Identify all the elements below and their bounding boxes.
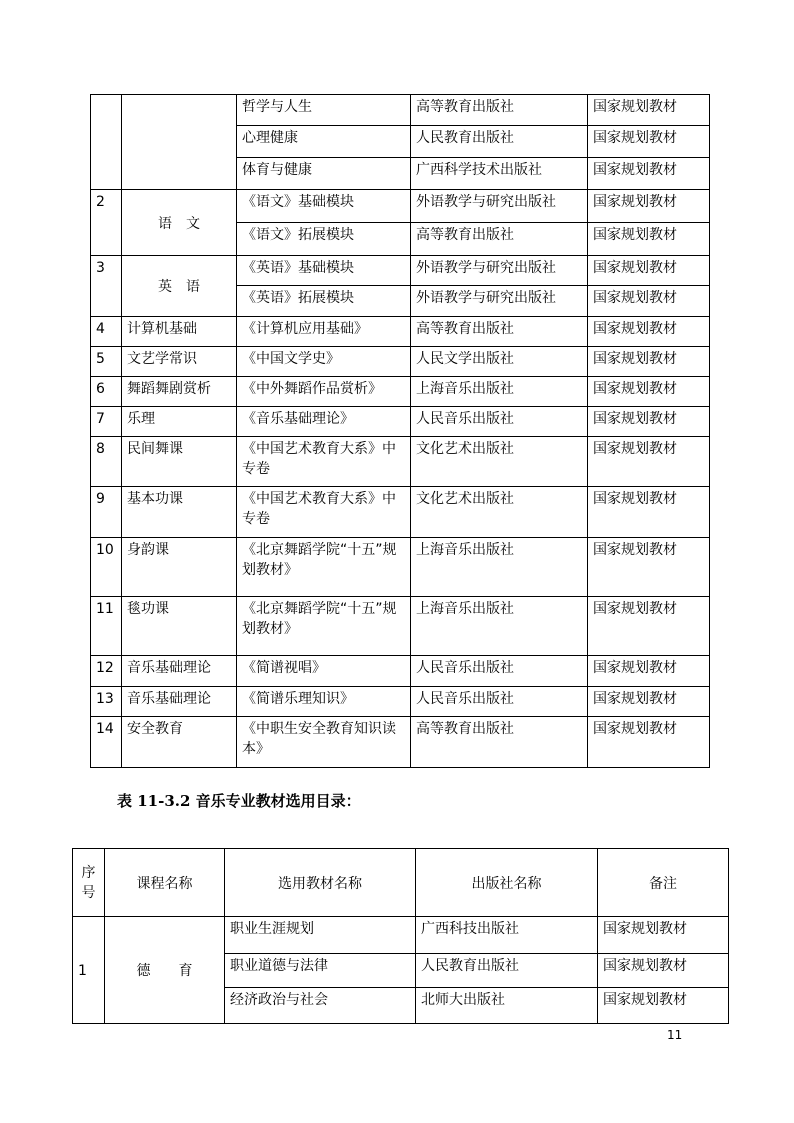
note-cell: 国家规划教材 [598, 954, 729, 988]
note-cell: 国家规划教材 [588, 158, 710, 190]
row-number-cell: 13 [91, 687, 122, 717]
course-name-cell: 文艺学常识 [122, 347, 237, 377]
textbook-cell: 《中国艺术教育大系》中专卷 [237, 437, 411, 487]
table-row [91, 95, 710, 126]
textbook-cell: 《中职生安全教育知识读本》 [237, 717, 411, 768]
note-cell: 国家规划教材 [588, 190, 710, 223]
publisher-cell: 上海音乐出版社 [411, 597, 588, 656]
table-heading: 表 11-3.2 音乐专业教材选用目录： [117, 792, 361, 810]
textbook-cell: 《中国文学史》 [237, 347, 411, 377]
textbook-cell: 职业生涯规划 [225, 917, 416, 954]
row-number-cell: 7 [91, 407, 122, 437]
table-row [73, 917, 729, 954]
publisher-cell: 外语教学与研究出版社 [411, 256, 588, 286]
course-name-cell: 民间舞课 [122, 437, 237, 487]
table-row [91, 317, 710, 347]
note-cell: 国家规划教材 [588, 95, 710, 126]
publisher-cell: 外语教学与研究出版社 [411, 286, 588, 317]
note-cell: 国家规划教材 [588, 717, 710, 768]
course-name-cell [122, 95, 237, 190]
publisher-cell: 文化艺术出版社 [411, 437, 588, 487]
publisher-cell: 高等教育出版社 [411, 717, 588, 768]
table-row [91, 687, 710, 717]
course-name-cell: 音乐基础理论 [122, 687, 237, 717]
textbook-cell: 《音乐基础理论》 [237, 407, 411, 437]
textbook-cell: 哲学与人生 [237, 95, 411, 126]
publisher-cell: 人民教育出版社 [416, 954, 598, 988]
note-cell: 国家规划教材 [588, 377, 710, 407]
course-name-cell: 英 语 [122, 256, 237, 317]
publisher-cell: 上海音乐出版社 [411, 377, 588, 407]
note-cell: 国家规划教材 [588, 286, 710, 317]
textbook-cell: 《北京舞蹈学院“十五”规划教材》 [237, 597, 411, 656]
header-number: 序号 [73, 849, 105, 917]
row-number-cell: 8 [91, 437, 122, 487]
note-cell: 国家规划教材 [598, 988, 729, 1024]
course-name-cell: 语 文 [122, 190, 237, 256]
publisher-cell: 人民文学出版社 [411, 347, 588, 377]
publisher-cell: 北师大出版社 [416, 988, 598, 1024]
textbook-cell: 《北京舞蹈学院“十五”规划教材》 [237, 538, 411, 597]
note-cell: 国家规划教材 [588, 256, 710, 286]
course-name-cell: 计算机基础 [122, 317, 237, 347]
textbook-cell: 《简谱乐理知识》 [237, 687, 411, 717]
note-cell: 国家规划教材 [588, 597, 710, 656]
note-cell: 国家规划教材 [588, 347, 710, 377]
publisher-cell: 人民音乐出版社 [411, 656, 588, 687]
textbook-cell: 《语文》拓展模块 [237, 223, 411, 256]
note-cell: 国家规划教材 [588, 538, 710, 597]
textbook-cell: 经济政治与社会 [225, 988, 416, 1024]
row-number-cell [91, 95, 122, 190]
publisher-cell: 人民音乐出版社 [411, 407, 588, 437]
table-header-row [73, 849, 729, 917]
publisher-cell: 高等教育出版社 [411, 95, 588, 126]
textbook-cell: 心理健康 [237, 126, 411, 158]
publisher-cell: 外语教学与研究出版社 [411, 190, 588, 223]
textbook-cell: 《英语》基础模块 [237, 256, 411, 286]
row-number-cell: 9 [91, 487, 122, 538]
course-name-cell: 乐理 [122, 407, 237, 437]
course-name-cell: 音乐基础理论 [122, 656, 237, 687]
row-number-cell: 12 [91, 656, 122, 687]
note-cell: 国家规划教材 [588, 407, 710, 437]
publisher-cell: 高等教育出版社 [411, 317, 588, 347]
textbook-cell: 体育与健康 [237, 158, 411, 190]
note-cell: 国家规划教材 [588, 487, 710, 538]
note-cell: 国家规划教材 [588, 437, 710, 487]
table-row [91, 717, 710, 768]
table-row [91, 487, 710, 538]
course-name-cell: 毯功课 [122, 597, 237, 656]
header-publisher: 出版社名称 [416, 849, 598, 917]
row-number-cell: 4 [91, 317, 122, 347]
row-number-cell: 5 [91, 347, 122, 377]
note-cell: 国家规划教材 [598, 917, 729, 954]
publisher-cell: 上海音乐出版社 [411, 538, 588, 597]
table-row [91, 597, 710, 656]
course-name-cell: 身韵课 [122, 538, 237, 597]
table-row [91, 256, 710, 286]
textbook-cell: 职业道德与法律 [225, 954, 416, 988]
row-number-cell: 1 [73, 917, 105, 1024]
publisher-cell: 高等教育出版社 [411, 223, 588, 256]
note-cell: 国家规划教材 [588, 223, 710, 256]
page-number: 11 [667, 1028, 683, 1042]
row-number-cell: 6 [91, 377, 122, 407]
table-row [91, 437, 710, 487]
textbook-cell: 《计算机应用基础》 [237, 317, 411, 347]
textbook-cell: 《简谱视唱》 [237, 656, 411, 687]
header-note: 备注 [598, 849, 729, 917]
course-name-cell: 安全教育 [122, 717, 237, 768]
row-number-cell: 11 [91, 597, 122, 656]
header-textbook: 选用教材名称 [225, 849, 416, 917]
row-number-cell: 10 [91, 538, 122, 597]
course-name-cell: 舞蹈舞剧赏析 [122, 377, 237, 407]
publisher-cell: 广西科学技术出版社 [411, 158, 588, 190]
table-row [91, 377, 710, 407]
table-row [91, 190, 710, 223]
course-name-cell: 德 育 [105, 917, 225, 1024]
note-cell: 国家规划教材 [588, 687, 710, 717]
publisher-cell: 广西科技出版社 [416, 917, 598, 954]
row-number-cell: 3 [91, 256, 122, 317]
row-number-cell: 14 [91, 717, 122, 768]
note-cell: 国家规划教材 [588, 126, 710, 158]
course-name-cell: 基本功课 [122, 487, 237, 538]
table-row [91, 656, 710, 687]
course-textbook-table [90, 94, 710, 768]
publisher-cell: 文化艺术出版社 [411, 487, 588, 538]
note-cell: 国家规划教材 [588, 317, 710, 347]
table-row [91, 347, 710, 377]
table-row [91, 538, 710, 597]
publisher-cell: 人民教育出版社 [411, 126, 588, 158]
textbook-cell: 《英语》拓展模块 [237, 286, 411, 317]
textbook-cell: 《中外舞蹈作品赏析》 [237, 377, 411, 407]
row-number-cell: 2 [91, 190, 122, 256]
header-course: 课程名称 [105, 849, 225, 917]
textbook-cell: 《中国艺术教育大系》中专卷 [237, 487, 411, 538]
textbook-cell: 《语文》基础模块 [237, 190, 411, 223]
publisher-cell: 人民音乐出版社 [411, 687, 588, 717]
music-textbook-table [72, 848, 729, 1024]
note-cell: 国家规划教材 [588, 656, 710, 687]
table-row [91, 407, 710, 437]
